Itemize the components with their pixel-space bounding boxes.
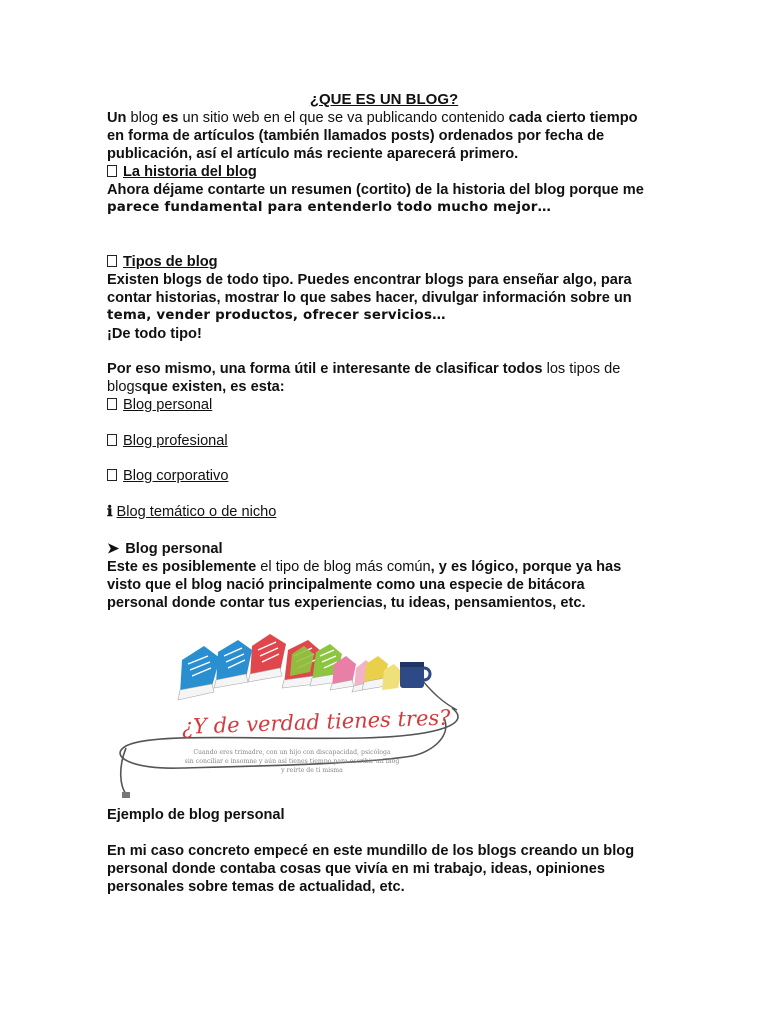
personal-line-3: personal donde contar tus experiencias, tu ideas, pensamientos, etc. xyxy=(107,595,586,611)
list-item-blog-personal[interactable]: Blog personal xyxy=(123,397,213,413)
intro-word-un: Un xyxy=(107,110,127,126)
missing-glyph-icon xyxy=(107,469,117,481)
blog-types-list xyxy=(107,396,667,414)
historia-section xyxy=(107,163,667,217)
list-item xyxy=(107,396,667,414)
tipos-line-2: contar historias, mostrar lo que sabes hacer, divulgar información sobre un xyxy=(107,290,632,306)
image-subtitle-3: y reírte de ti misma xyxy=(281,767,343,774)
missing-glyph-icon xyxy=(107,434,117,446)
sneaker-blue-icon xyxy=(178,640,252,700)
sneaker-yellow-icon xyxy=(362,656,402,690)
clasificar-paragraph xyxy=(107,360,667,396)
clasificar-text-4: que existen, es esta: xyxy=(141,379,285,395)
tipos-line-4: ¡De todo tipo! xyxy=(107,326,202,342)
info-icon: ℹ xyxy=(107,504,113,520)
closing-line-1: En mi caso concreto empecé en este mundillo de los blogs creando un blog xyxy=(107,843,635,859)
blog-example-image xyxy=(112,628,472,800)
intro-word-es: es xyxy=(162,110,179,126)
closing-paragraph xyxy=(107,842,667,896)
missing-glyph-icon xyxy=(107,255,117,267)
intro-word-blog: blog xyxy=(126,110,163,126)
page-title: ¿QUE ES UN BLOG? xyxy=(309,91,459,108)
list-item xyxy=(107,503,667,521)
tipos-section xyxy=(107,253,667,343)
closing-line-2: personal donde contaba cosas que vivía en mi trabajo, ideas, opiniones xyxy=(107,861,605,877)
intro-line-3: publicación, así el artículo más reciente aparecerá primero. xyxy=(107,146,519,162)
plug-icon xyxy=(122,792,130,798)
intro-line-2: en forma de artículos (también llamados posts) ordenados por fecha de xyxy=(107,128,605,144)
image-subtitle-2: sin conciliar e insomne y aún así tienes tiempo para escribir un blog xyxy=(184,758,400,765)
personal-text-2: el tipo de blog más común xyxy=(256,559,431,575)
list-item xyxy=(107,467,667,485)
list-item-blog-profesional[interactable]: Blog profesional xyxy=(123,433,228,449)
closing-line-3: personales sobre temas de actualidad, etc. xyxy=(107,879,405,895)
list-item-blog-tematico[interactable]: Blog temático o de nicho xyxy=(116,504,277,520)
intro-paragraph xyxy=(107,109,667,163)
blog-header-illustration xyxy=(112,628,472,800)
clasificar-text-3: blogs xyxy=(107,379,142,395)
tipos-line-3: tema, vender productos, ofrecer servicios… xyxy=(107,308,446,323)
blog-personal-section xyxy=(107,540,667,612)
image-headline: ¿Y de verdad tienes tres? xyxy=(181,705,451,739)
list-item-blog-corporativo[interactable]: Blog corporativo xyxy=(123,468,229,484)
image-caption: Ejemplo de blog personal xyxy=(107,807,285,823)
image-subtitle-1: Cuando eres trimadre, con un hijo con discapacidad, psicóloga xyxy=(193,749,391,756)
historia-line-1: Ahora déjame contarte un resumen (cortito) de la historia del blog porque me xyxy=(107,182,644,198)
missing-glyph-icon xyxy=(107,165,117,177)
clasificar-text-2: los tipos de xyxy=(542,361,621,377)
intro-text: un sitio web en el que se va publicando contenido xyxy=(178,110,509,126)
historia-heading: La historia del blog xyxy=(123,164,257,180)
list-item xyxy=(107,432,667,450)
intro-emphasis: cada cierto tiempo xyxy=(508,110,638,126)
personal-text-3: , y es lógico, porque ya has xyxy=(430,559,622,575)
tipos-heading: Tipos de blog xyxy=(123,254,218,270)
blog-personal-heading: Blog personal xyxy=(125,541,223,557)
cord-end xyxy=(121,748,126,794)
clasificar-text-1: Por eso mismo, una forma útil e interesante de clasificar todos xyxy=(107,361,543,377)
arrow-icon: ➤ xyxy=(107,541,120,557)
personal-text-1: Este es posiblemente xyxy=(107,559,257,575)
image-caption-block xyxy=(107,806,667,824)
missing-glyph-icon xyxy=(107,398,117,410)
personal-line-2: visto que el blog nació principalmente como una especie de bitácora xyxy=(107,577,585,593)
historia-line-2: parece fundamental para entenderlo todo mucho mejor… xyxy=(107,200,552,215)
tipos-line-1: Existen blogs de todo tipo. Puedes encontrar blogs para enseñar algo, para xyxy=(107,272,632,288)
